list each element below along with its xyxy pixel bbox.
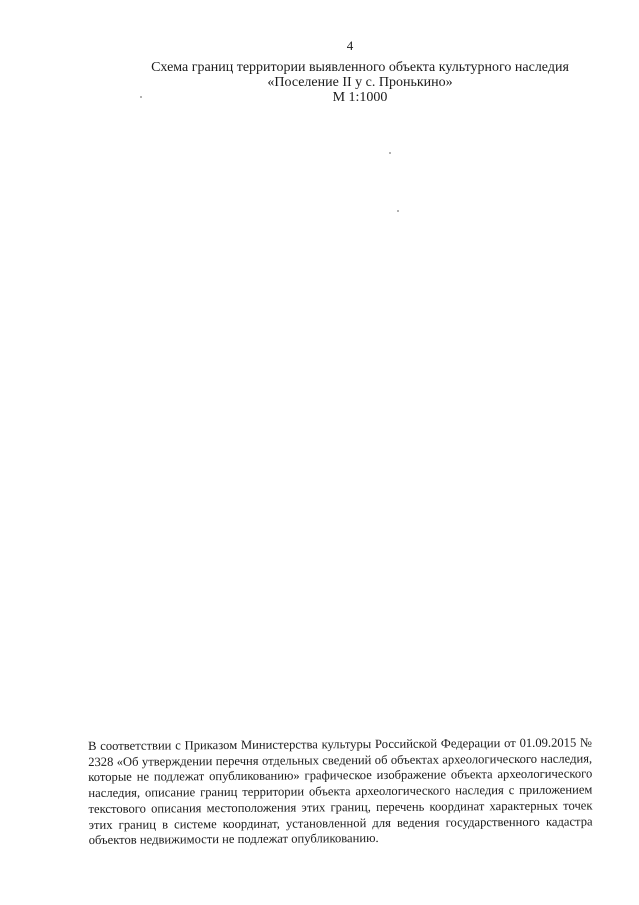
scan-speck — [389, 152, 391, 154]
document-title — [90, 60, 630, 105]
scale-line: М 1:1000 — [332, 90, 388, 105]
title-line-2: «Поселение II у с. Пронькино» — [267, 75, 453, 90]
title-line-1: Схема границ территории выявленного объекта культурного наследия — [151, 60, 569, 75]
scan-speck — [397, 210, 399, 212]
scan-speck — [140, 96, 142, 98]
page-number: 4 — [346, 38, 354, 53]
publication-restriction-notice: В соответствии с Приказом Министерства культуры Российской Федерации от 01.09.2015 № 2328 «Об утверждении перечня отдельных сведений об объектах археологического наследия, которые не подлежат опубликованию» графическое изображение объекта археологического наследия, описание границ территории объекта археологического наследия с приложением текстового описания местоположения этих границ, перечень координат характерных точек этих границ в системе координат, установленной для ведения государственного кадастра объектов недвижимости не подлежат опубликованию. — [88, 735, 593, 848]
